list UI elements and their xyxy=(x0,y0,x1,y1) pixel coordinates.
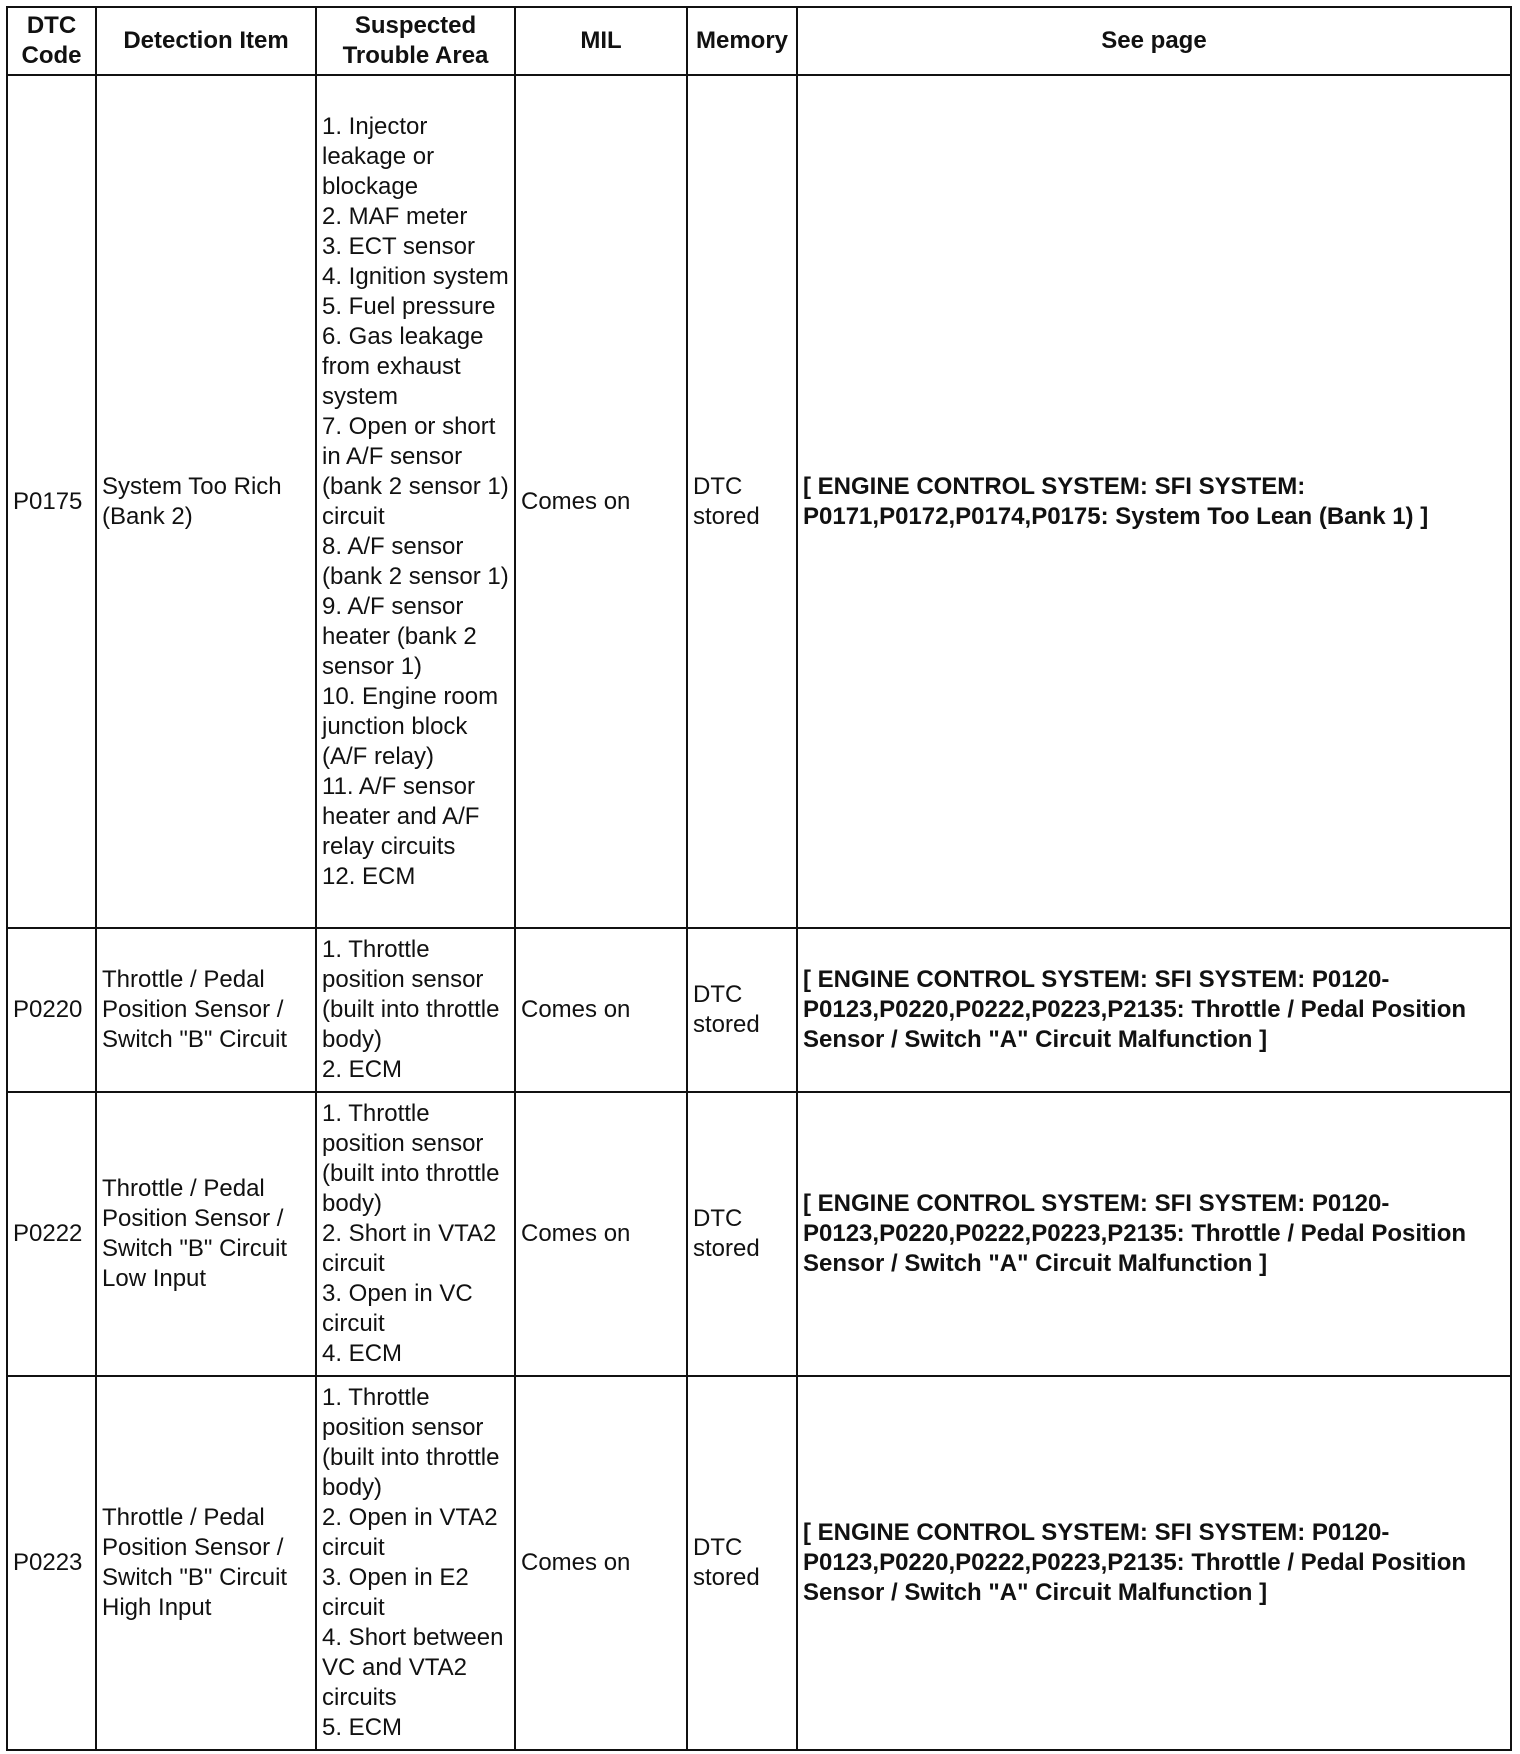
mil-cell: Comes on xyxy=(515,1092,687,1376)
detection-item-cell: Throttle / Pedal Position Sensor / Switch "B" Circuit xyxy=(96,928,316,1092)
suspected-item: 1. Injector leakage or blockage xyxy=(322,112,435,200)
memory-cell: DTC stored xyxy=(687,1376,797,1750)
detection-item-cell: Throttle / Pedal Position Sensor / Switch "B" Circuit Low Input xyxy=(96,1092,316,1376)
mil-cell: Comes on xyxy=(515,928,687,1092)
table-row xyxy=(7,75,1511,928)
header-memory: Memory xyxy=(687,7,797,75)
see-page-link[interactable]: [ ENGINE CONTROL SYSTEM: SFI SYSTEM: P0120-P0123,P0220,P0222,P0223,P2135: Throttle / Pedal Position Sensor / Switch "A" Circuit Malfunction ] xyxy=(797,1376,1511,1750)
dtc-code-cell: P0223 xyxy=(7,1376,96,1750)
suspected-item: 7. Open or short in A/F sensor (bank 2 sensor 1) circuit xyxy=(322,412,509,530)
suspected-area-cell xyxy=(316,1376,515,1750)
suspected-item: 1. Throttle position sensor (built into throttle body) xyxy=(322,1100,500,1217)
dtc-code-cell: P0220 xyxy=(7,928,96,1092)
suspected-item: 2. MAF meter xyxy=(322,202,468,230)
suspected-item: 1. Throttle position sensor (built into throttle body) xyxy=(322,936,500,1053)
memory-cell: DTC stored xyxy=(687,928,797,1092)
detection-item-cell: Throttle / Pedal Position Sensor / Switch "B" Circuit High Input xyxy=(96,1376,316,1750)
table-row xyxy=(7,1376,1511,1750)
suspected-area-cell xyxy=(316,1092,515,1376)
suspected-item: 3. ECT sensor xyxy=(322,232,475,260)
suspected-item: 2. ECM xyxy=(322,1056,403,1083)
header-row xyxy=(7,7,1511,75)
suspected-item: 10. Engine room junction block (A/F relay) xyxy=(322,682,499,770)
mil-cell: Comes on xyxy=(515,75,687,928)
see-page-link[interactable]: [ ENGINE CONTROL SYSTEM: SFI SYSTEM: P0120-P0123,P0220,P0222,P0223,P2135: Throttle / Pedal Position Sensor / Switch "A" Circuit Malfunction ] xyxy=(797,1092,1511,1376)
suspected-item: 4. Ignition system xyxy=(322,262,509,290)
suspected-item: 5. ECM xyxy=(322,1714,403,1741)
dtc-table xyxy=(6,6,1512,1751)
suspected-item: 12. ECM xyxy=(322,862,416,890)
suspected-item: 2. Short in VTA2 circuit xyxy=(322,1220,497,1277)
suspected-item: 8. A/F sensor (bank 2 sensor 1) xyxy=(322,532,509,590)
header-see-page: See page xyxy=(797,7,1511,75)
suspected-item: 6. Gas leakage from exhaust system xyxy=(322,322,484,410)
memory-cell: DTC stored xyxy=(687,75,797,928)
dtc-document xyxy=(6,6,1512,1751)
see-page-link[interactable]: [ ENGINE CONTROL SYSTEM: SFI SYSTEM: P0120-P0123,P0220,P0222,P0223,P2135: Throttle / Pedal Position Sensor / Switch "A" Circuit Malfunction ] xyxy=(797,928,1511,1092)
dtc-code-cell: P0175 xyxy=(7,75,96,928)
mil-cell: Comes on xyxy=(515,1376,687,1750)
suspected-area-cell xyxy=(316,75,515,928)
see-page-link[interactable]: [ ENGINE CONTROL SYSTEM: SFI SYSTEM: P0171,P0172,P0174,P0175: System Too Lean (Bank 1) ] xyxy=(797,75,1511,928)
suspected-item: 9. A/F sensor heater (bank 2 sensor 1) xyxy=(322,592,477,680)
suspected-item: 3. Open in E2 circuit xyxy=(322,1564,469,1621)
table-row xyxy=(7,1092,1511,1376)
suspected-area-cell xyxy=(316,928,515,1092)
dtc-code-cell: P0222 xyxy=(7,1092,96,1376)
suspected-item: 11. A/F sensor heater and A/F relay circuits xyxy=(322,772,480,860)
memory-cell: DTC stored xyxy=(687,1092,797,1376)
detection-item-cell: System Too Rich (Bank 2) xyxy=(96,75,316,928)
header-mil: MIL xyxy=(515,7,687,75)
suspected-item: 1. Throttle position sensor (built into throttle body) xyxy=(322,1384,500,1501)
header-suspected-trouble-area: Suspected Trouble Area xyxy=(316,7,515,75)
suspected-item: 4. ECM xyxy=(322,1340,403,1367)
suspected-item: 5. Fuel pressure xyxy=(322,292,496,320)
header-dtc-code: DTC Code xyxy=(7,7,96,75)
suspected-item: 2. Open in VTA2 circuit xyxy=(322,1504,498,1561)
suspected-item: 3. Open in VC circuit xyxy=(322,1280,473,1337)
header-detection-item: Detection Item xyxy=(96,7,316,75)
table-row xyxy=(7,928,1511,1092)
suspected-item: 4. Short between VC and VTA2 circuits xyxy=(322,1624,504,1711)
